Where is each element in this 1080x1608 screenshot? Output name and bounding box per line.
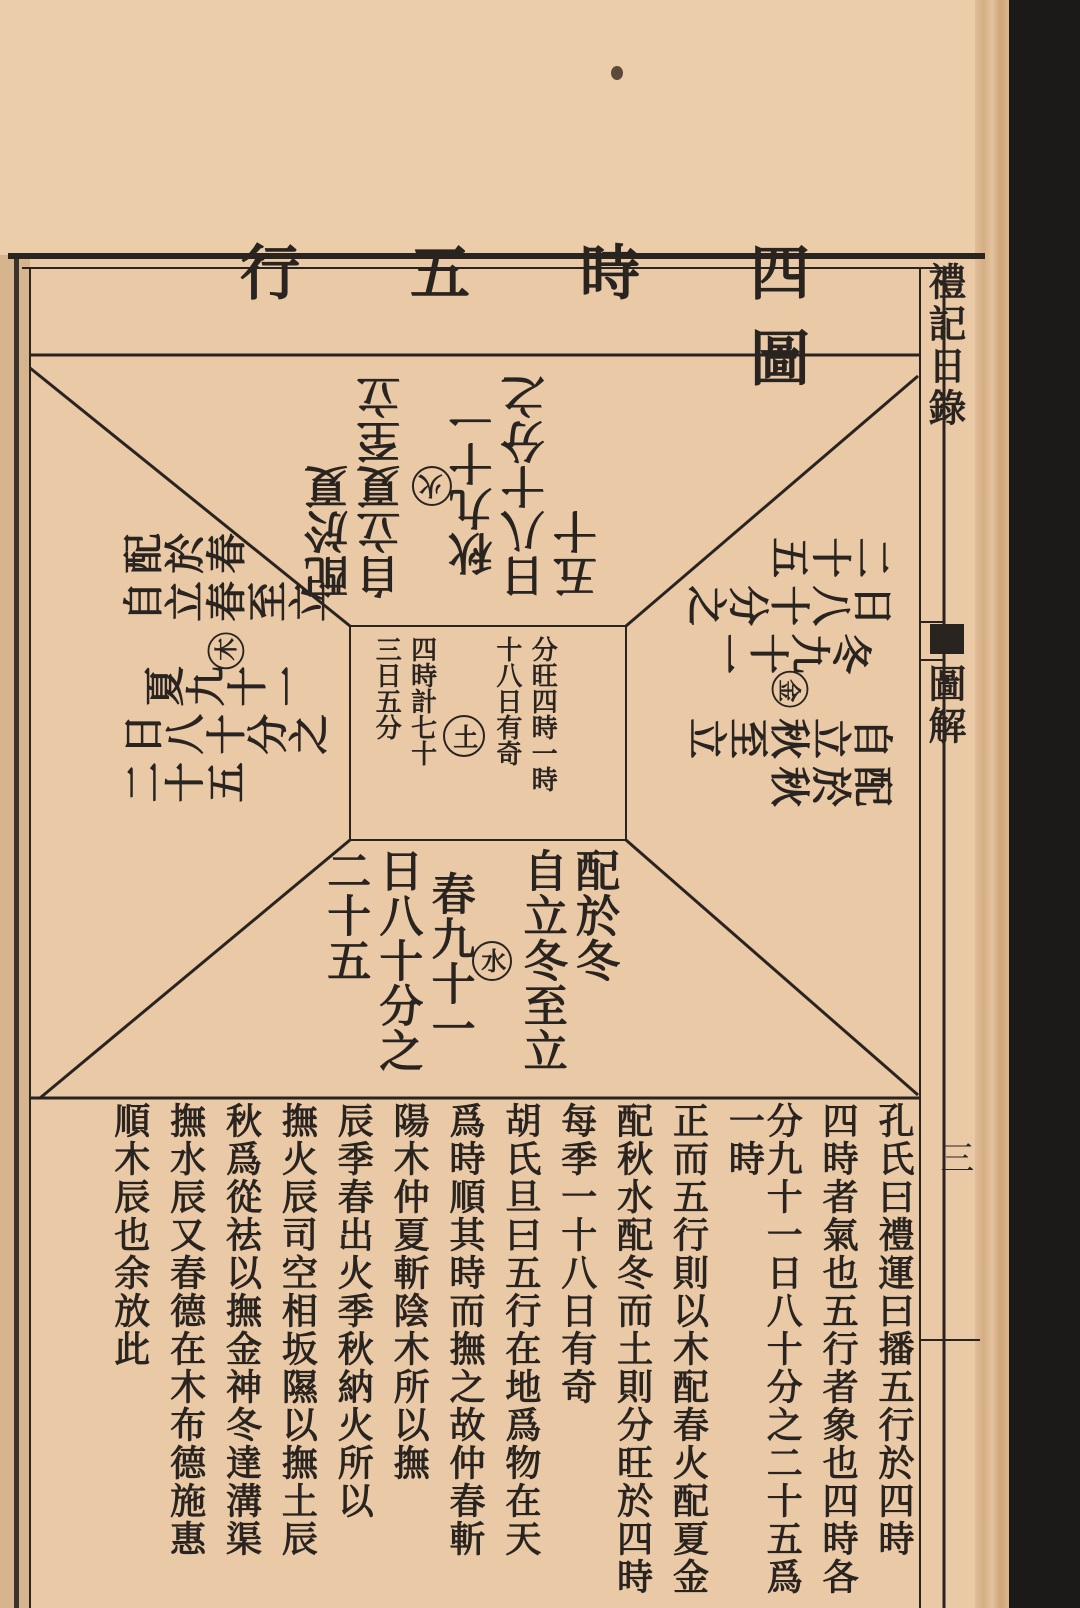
commentary-line: 胡氏旦曰五行在地爲物在天 — [499, 1102, 542, 1558]
book-title-side: 禮記日錄 — [921, 262, 967, 430]
text-column: 自立冬至立 — [515, 848, 567, 1073]
water-seal: 水 — [472, 941, 512, 981]
winter-water-block — [318, 848, 619, 1073]
text-column: 配於秋 — [769, 759, 894, 806]
text-column: 配於冬 — [567, 848, 619, 983]
autumn-metal-block — [687, 529, 894, 806]
text-column: 自立夏至立 — [357, 374, 409, 599]
page-number: 三 — [933, 1140, 974, 1174]
text-column: 配於夏 — [305, 464, 356, 599]
commentary-line: 撫水辰又春德在木布德施惠 — [164, 1102, 207, 1558]
wood-seal: 木 — [207, 633, 244, 670]
text-column: 分旺四時一時 — [527, 636, 558, 792]
text-column: 配於春 — [121, 534, 247, 581]
commentary-line: 孔氏曰禮運曰播五行於四時 — [872, 1102, 915, 1558]
text-column: 四時計七十 — [406, 636, 437, 766]
commentary-text — [105, 1102, 917, 1608]
text-column: 春九十一 — [423, 870, 475, 1051]
commentary-line: 正而五行則以木配春火配夏金 — [667, 1102, 710, 1596]
earth-seal: 土 — [443, 715, 485, 757]
commentary-line: 辰季春出火季秋納火所以 — [332, 1102, 375, 1520]
text-column: 三日五分 — [371, 636, 402, 740]
commentary-line: 分九十一日八十分之二十五爲一時 — [723, 1102, 804, 1596]
text-column: 日八十分之 — [371, 848, 423, 1073]
text-column: 秋九十一 — [449, 396, 501, 577]
diagram-title: 四時五行圖 — [240, 238, 920, 395]
center-earth-block — [368, 636, 559, 836]
text-column: 五十 — [553, 509, 605, 599]
commentary-line: 陽木仲夏斬陰木所以撫 — [388, 1102, 431, 1482]
text-column: 自立春至立 — [121, 582, 329, 630]
section-label-side: 圖解 — [921, 664, 967, 748]
commentary-line: 每季一十八日有奇 — [555, 1102, 598, 1406]
text-column: 二十五 — [319, 848, 371, 983]
text-column: 自立秋至立 — [686, 710, 894, 758]
text-column: 十八日有奇 — [491, 636, 522, 766]
commentary-line: 配秋水配冬而土則分旺於四時 — [611, 1102, 654, 1596]
commentary-line: 四時者氣也五行者象也四時各 — [817, 1102, 860, 1596]
text-column: 二十五 — [769, 530, 894, 578]
commentary-line: 爲時順其時而撫之故仲春斬 — [444, 1102, 487, 1558]
fire-seal: 火 — [412, 467, 452, 507]
commentary-line: 順木辰也余放此 — [108, 1102, 151, 1368]
commentary-line: 秋爲從祛以撫金神冬達溝渠 — [220, 1102, 263, 1558]
text-column: 日八十分之 — [686, 578, 894, 626]
text-column: 夏九十一 — [142, 666, 309, 714]
text-column: 冬九十一 — [707, 626, 874, 674]
commentary-line: 撫火辰司空相坂隰以撫土辰 — [276, 1102, 319, 1558]
spring-wood-block — [122, 534, 329, 811]
metal-seal: 金 — [772, 670, 809, 707]
summer-fire-block — [305, 374, 606, 599]
text-column: 二十五 — [121, 762, 247, 810]
text-column: 日八十分之 — [121, 714, 329, 762]
text-column: 日八十分之 — [501, 374, 553, 599]
